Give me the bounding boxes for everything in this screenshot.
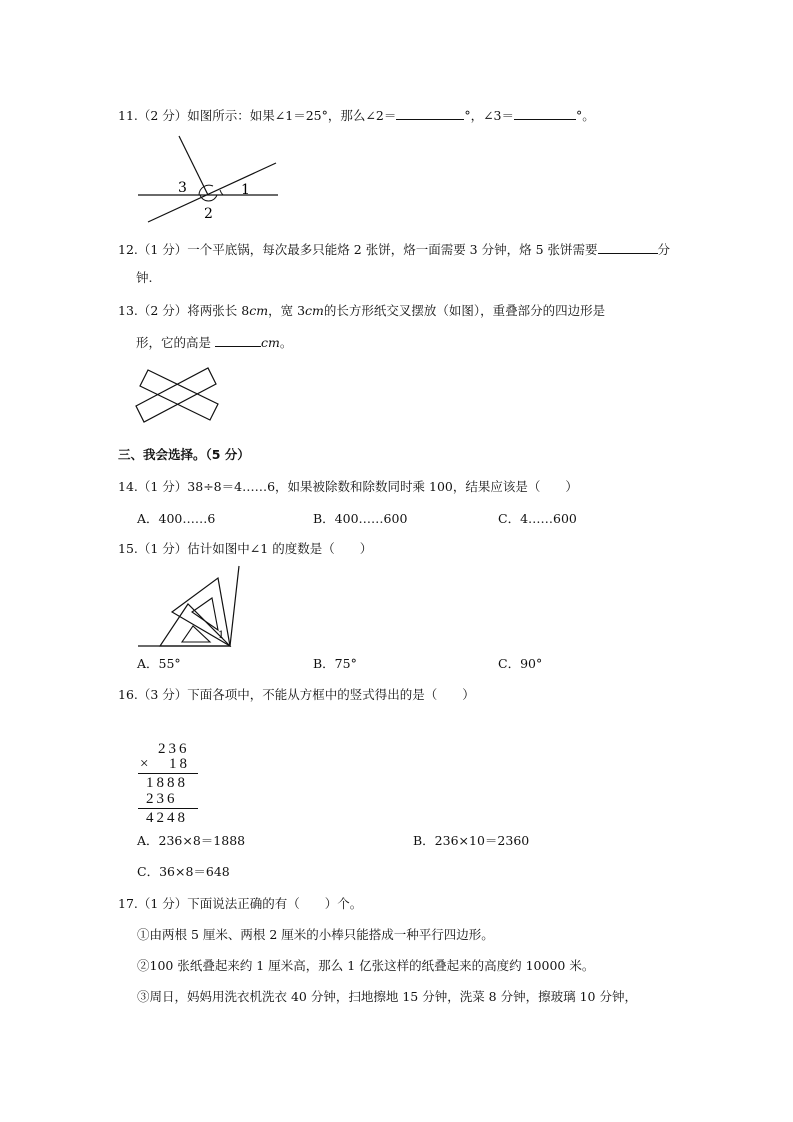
q16-rule-2 — [138, 808, 198, 809]
q11-angle-figure — [138, 134, 283, 226]
q16-row-multiplicand: 236 — [158, 741, 190, 757]
q15-text: 15.（1 分）估计如图中∠1 的度数是（ ） — [118, 541, 373, 556]
q11-blank-angle2[interactable] — [396, 106, 464, 120]
q15-label-1: 1 — [218, 630, 225, 641]
q11-text — [118, 106, 595, 124]
q17-text: 17.（1 分）下面说法正确的有（ ）个。 — [118, 896, 363, 911]
q13-unit: cm — [305, 303, 324, 318]
q13-unit: cm — [260, 335, 280, 350]
q15-option-c[interactable]: C．90° — [498, 656, 543, 671]
q17-item-3: ③周日，妈妈用洗衣机洗衣 40 分钟，扫地擦地 15 分钟，洗菜 8 分钟，擦玻璃 10 分钟， — [137, 989, 637, 1004]
q11-text-b: °，∠3＝ — [464, 108, 515, 123]
q16-option-c[interactable]: C．36×8＝648 — [137, 864, 230, 879]
q12-text-a: 12.（1 分）一个平底锅，每次最多只能烙 2 张饼，烙一面需要 3 分钟，烙 5 张饼需要 — [118, 242, 598, 257]
q16-row-product: 4248 — [146, 810, 188, 826]
q11-text-a: 11.（2 分）如图所示：如果∠1＝25°，那么∠2＝ — [118, 108, 397, 123]
q12-line2: 钟. — [136, 270, 153, 285]
q16-option-a[interactable]: A．236×8＝1888 — [137, 833, 246, 848]
q15-option-b[interactable]: B．75° — [313, 656, 357, 671]
q12-blank[interactable] — [598, 240, 658, 254]
q16-text: 16.（3 分）下面各项中，不能从方框中的竖式得出的是（ ） — [118, 687, 475, 702]
q16-row-multiplier: 18 — [169, 756, 190, 772]
q13-text — [118, 303, 605, 319]
q11-text-c: °。 — [576, 108, 595, 123]
q11-label-3: 3 — [178, 180, 187, 196]
q17-item-2: ②100 张纸叠起来约 1 厘米高，那么 1 亿张这样的纸叠起来的高度约 10000 米。 — [137, 958, 595, 973]
q11-label-1: 1 — [241, 182, 250, 198]
q13-text-c: 的长方形纸交叉摆放（如图），重叠部分的四边形是 — [323, 303, 606, 318]
q11-blank-angle3[interactable] — [514, 106, 576, 120]
q17-item-1: ①由两根 5 厘米、两根 2 厘米的小棒只能搭成一种平行四边形。 — [137, 927, 494, 942]
q14-option-b[interactable]: B．400……600 — [313, 511, 408, 526]
q13-line2 — [136, 333, 292, 351]
q11-label-2: 2 — [204, 206, 213, 222]
q14-option-a[interactable]: A．400……6 — [137, 511, 216, 526]
q13-blank[interactable] — [215, 333, 261, 347]
q16-option-b[interactable]: B．236×10＝2360 — [413, 833, 530, 848]
q13-unit: cm — [249, 303, 269, 318]
q16-row-partial-2: 236 — [146, 791, 178, 807]
q12-text — [118, 240, 670, 258]
q12-text-b: 分 — [657, 242, 671, 257]
q13-line2-b: 。 — [279, 335, 293, 350]
q16-rule-1 — [138, 773, 198, 774]
q13-line2-a: 形，它的高是 — [136, 335, 215, 350]
section3-title: 三、我会选择。（5 分） — [118, 447, 250, 462]
q14-option-c[interactable]: C．4……600 — [498, 511, 577, 526]
q15-option-a[interactable]: A．55° — [137, 656, 181, 671]
q16-row-partial-1: 1888 — [146, 775, 188, 791]
q13-crossed-rectangles-figure — [136, 364, 222, 426]
q15-triangle-rulers-figure — [138, 566, 248, 650]
q13-text-a: 13.（2 分）将两张长 8 — [118, 303, 250, 318]
q14-text: 14.（1 分）38÷8＝4……6，如果被除数和除数同时乘 100，结果应该是（ ） — [118, 479, 578, 494]
q13-text-b: ，宽 3 — [268, 303, 306, 318]
q16-times-sign: × — [140, 756, 152, 772]
